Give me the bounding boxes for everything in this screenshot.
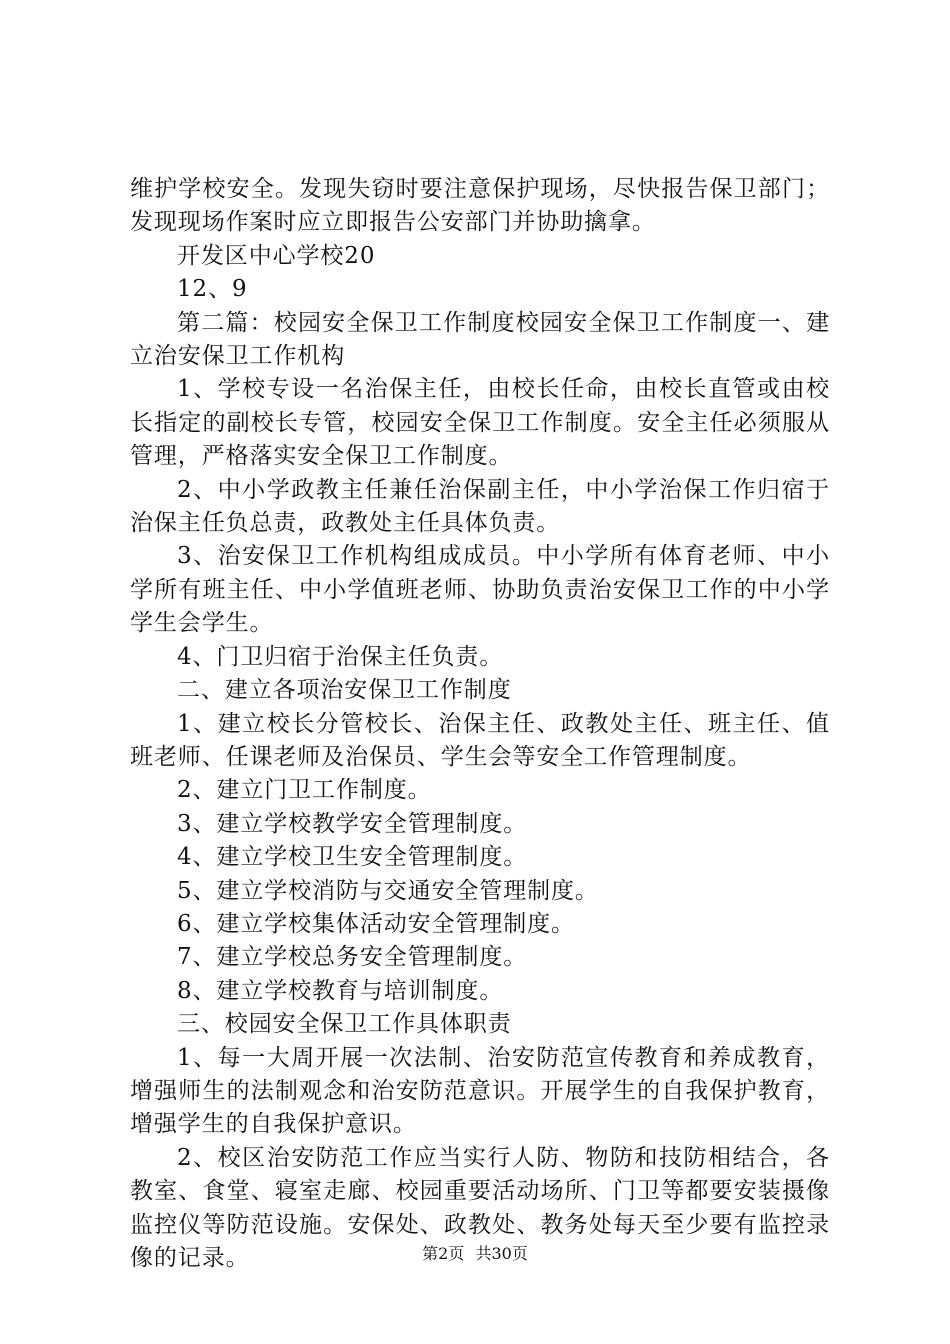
paragraph: 三、校园安全保卫工作具体职责 xyxy=(177,1011,512,1038)
paragraph: 维护学校安全。发现失窃时要注意保护现场，尽快报告保卫部门；发现现场作案时应立即报告公安部门并协助擒拿。 xyxy=(130,176,830,236)
paragraph: 3、建立学校教学安全管理制度。 xyxy=(177,810,528,837)
paragraph: 2、中小学政教主任兼任治保副主任，中小学治保工作归宿于治保主任负总责，政教处主任具体负责。 xyxy=(130,476,830,537)
document-body xyxy=(130,173,830,1275)
paragraph: 5、建立学校消防与交通安全管理制度。 xyxy=(177,877,599,904)
paragraph: 4、建立学校卫生安全管理制度。 xyxy=(177,844,528,871)
paragraph: 8、建立学校教育与培训制度。 xyxy=(177,977,504,1004)
paragraph: 1、每一大周开展一次法制、治安防范宣传教育和养成教育，增强师生的法制观念和治安防范意识。开展学生的自我保护教育，增强学生的自我保护意识。 xyxy=(130,1044,830,1138)
paragraph: 7、建立学校总务安全管理制度。 xyxy=(177,944,528,971)
page-footer xyxy=(0,1243,950,1265)
paragraph: 开发区中心学校20 xyxy=(177,242,376,269)
paragraph: 二、建立各项治安保卫工作制度 xyxy=(177,677,512,704)
total-pages: 共30页 xyxy=(475,1244,528,1263)
paragraph: 3、治安保卫工作机构组成成员。中小学所有体育老师、中小学所有班主任、中小学值班老师、协助负责治安保卫工作的中小学学生会学生。 xyxy=(130,543,830,637)
paragraph: 2、建立门卫工作制度。 xyxy=(177,777,432,804)
paragraph: 2、校区治安防范工作应当实行人防、物防和技防相结合，各教室、食堂、寝室走廊、校园重要活动场所、门卫等都要安装摄像监控仪等防范设施。安保处、政教处、教务处每天至少要有监控录像的记录。 xyxy=(130,1144,830,1271)
paragraph: 第二篇：校园安全保卫工作制度校园安全保卫工作制度一、建立治安保卫工作机构 xyxy=(130,309,830,370)
paragraph: 12、9 xyxy=(177,276,248,303)
paragraph: 4、门卫归宿于治保主任负责。 xyxy=(177,643,504,670)
paragraph: 1、建立校长分管校长、治保主任、政教处主任、班主任、值班老师、任课老师及治保员、学生会等安全工作管理制度。 xyxy=(130,710,830,770)
page-number: 第2页 xyxy=(422,1244,465,1263)
paragraph: 6、建立学校集体活动安全管理制度。 xyxy=(177,910,575,937)
paragraph: 1、学校专设一名治保主任，由校长任命，由校长直管或由校长指定的副校长专管，校园安全保卫工作制度。安全主任必须服从管理，严格落实安全保卫工作制度。 xyxy=(130,376,830,470)
